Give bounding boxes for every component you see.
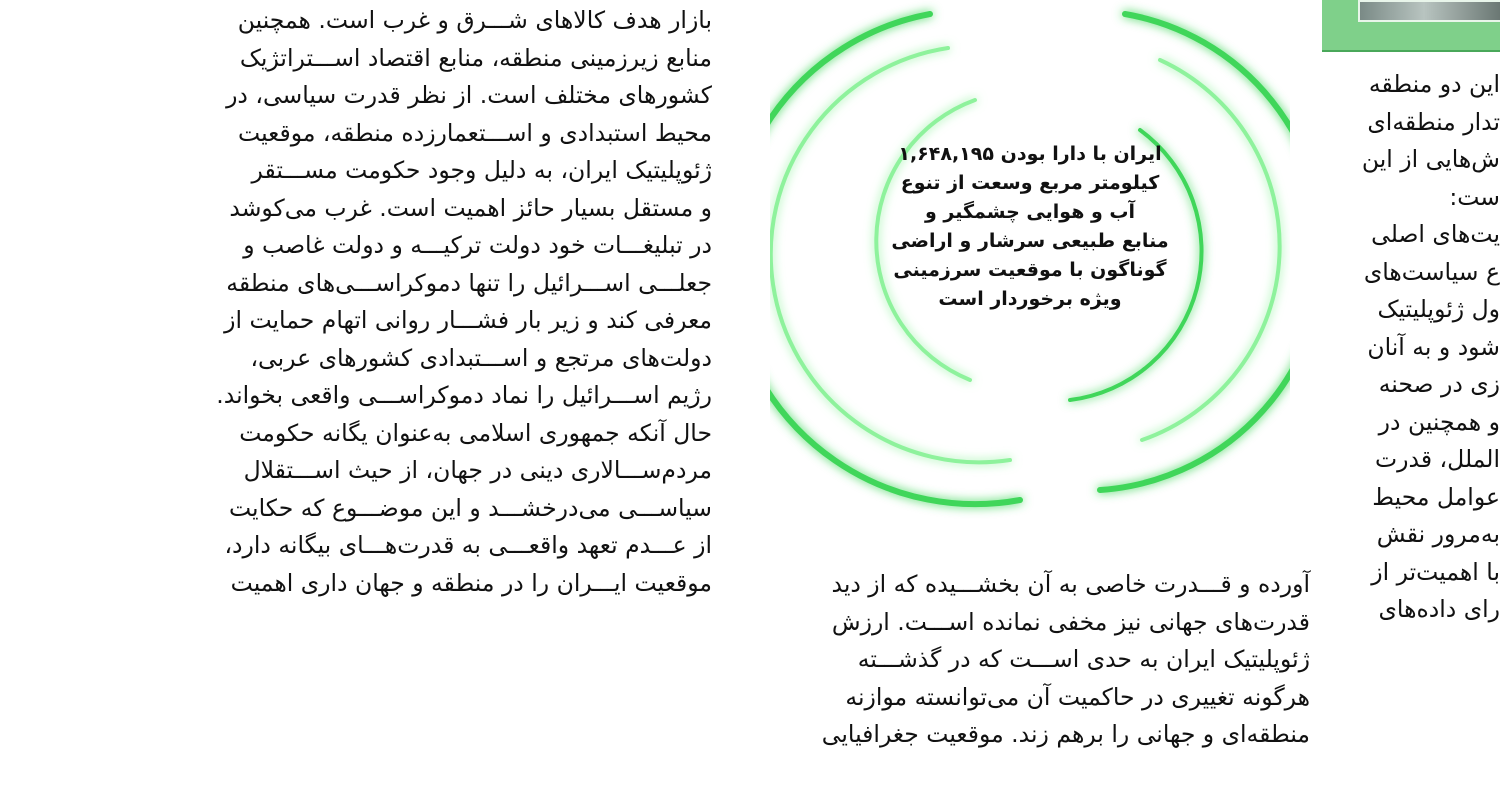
article-line: عوامل محیط	[1372, 482, 1500, 511]
pull-quote-line: منابع طبیعی سرشار و اراضی	[891, 230, 1169, 252]
article-line: آورده و قـــدرت خاصی به آن بخشـــیده که از دید	[831, 570, 1310, 598]
article-line: رای داده‌های	[1378, 595, 1500, 623]
article-line: محیط استبدادی و اســـتعمارزده منطقه، موقعیت	[238, 118, 712, 147]
article-line: دولت‌های مرتجع و اســـتبدادی کشورهای عربی،	[250, 343, 712, 372]
article-column-left	[100, 2, 712, 602]
article-line: حال آنکه جمهوری اسلامی به‌عنوان یگانه حکومت	[239, 418, 712, 447]
pull-quote	[770, 0, 1290, 530]
article-line: در تبلیغـــات خود دولت ترکیـــه و دولت غاصب و	[243, 231, 712, 259]
article-column-right	[1330, 66, 1500, 629]
article-line: تدار منطقه‌ای	[1367, 107, 1500, 136]
article-line: زی در صحنه	[1378, 370, 1500, 398]
article-line: منطقه‌ای و جهانی را برهم زند. موقعیت جغرافیایی	[821, 720, 1310, 748]
article-line: با اهمیت‌تر از	[1371, 557, 1500, 586]
pull-quote-line: کیلومتر مربع وسعت از تنوع	[900, 172, 1160, 194]
pull-quote-line: آب و هوایی چشمگیر و	[924, 201, 1136, 223]
article-line: ست:	[1449, 182, 1500, 211]
article-line: ش‌هایی از این	[1361, 145, 1500, 173]
article-line: رژیم اســـرائیل را نماد دموکراســـی واقعی بخواند.	[216, 381, 712, 409]
article-line: از عـــدم تعهد واقعـــی به قدرت‌هـــای بیگانه دارد،	[224, 531, 712, 559]
article-line: به‌مرور نقش	[1376, 520, 1500, 548]
article-line: ژئوپلیتیک ایران به حدی اســـت که در گذشـــته	[857, 645, 1310, 673]
article-photo	[1358, 0, 1500, 22]
article-line: این دو منطقه	[1368, 70, 1500, 98]
article-line: سیاســـی می‌درخشـــد و این موضـــوع که حکایت	[228, 493, 712, 522]
article-line: یت‌های اصلی	[1371, 220, 1500, 248]
pull-quote-line: ایران با دارا بودن ۱,۶۴۸,۱۹۵	[898, 143, 1162, 165]
article-line: هرگونه تغییری در حاکمیت آن می‌توانسته موازنه	[845, 682, 1310, 711]
article-line: قدرت‌های جهانی نیز مخفی نمانده اســـت. ارزش	[831, 607, 1310, 636]
article-line: و همچنین در	[1378, 407, 1500, 436]
article-line: کشورهای مختلف است. از نظر قدرت سیاسی، در	[226, 81, 712, 109]
article-line: ع سیاست‌های	[1363, 257, 1500, 286]
article-line: الملل، قدرت	[1375, 445, 1500, 473]
article-line: مردم‌ســـالاری دینی در جهان، از حیث اســـتقلال	[243, 456, 712, 484]
article-line: موقعیت ایـــران را در منطقه و جهان داری اهمیت	[230, 568, 712, 597]
article-line: بازار هدف کالاهای شـــرق و غرب است. همچنین	[237, 6, 712, 34]
article-line: جعلـــی اســـرائیل را تنها دموکراســـی‌های منطقه	[226, 268, 712, 297]
pull-quote-line: ویژه برخوردار است	[938, 288, 1122, 310]
pull-quote-line: گوناگون با موقعیت سرزمینی	[893, 259, 1167, 281]
pull-quote-text	[890, 140, 1170, 314]
article-line: شود و به آنان	[1367, 332, 1500, 361]
article-photo-frame	[1322, 0, 1500, 52]
article-line: منابع زیرزمینی منطقه، منابع اقتصاد اســـتراتژیک	[239, 43, 712, 72]
article-line: و مستقل بسیار حائز اهمیت است. غرب می‌کوشد	[229, 193, 712, 222]
article-line: ژئوپلیتیک ایران، به دلیل وجود حکومت مســـتقر	[251, 156, 712, 184]
article-column-middle	[730, 566, 1310, 754]
article-line: ول ژئوپلیتیک	[1377, 295, 1500, 323]
article-line: معرفی کند و زیر بار فشـــار روانی اتهام حمایت از	[224, 306, 712, 334]
